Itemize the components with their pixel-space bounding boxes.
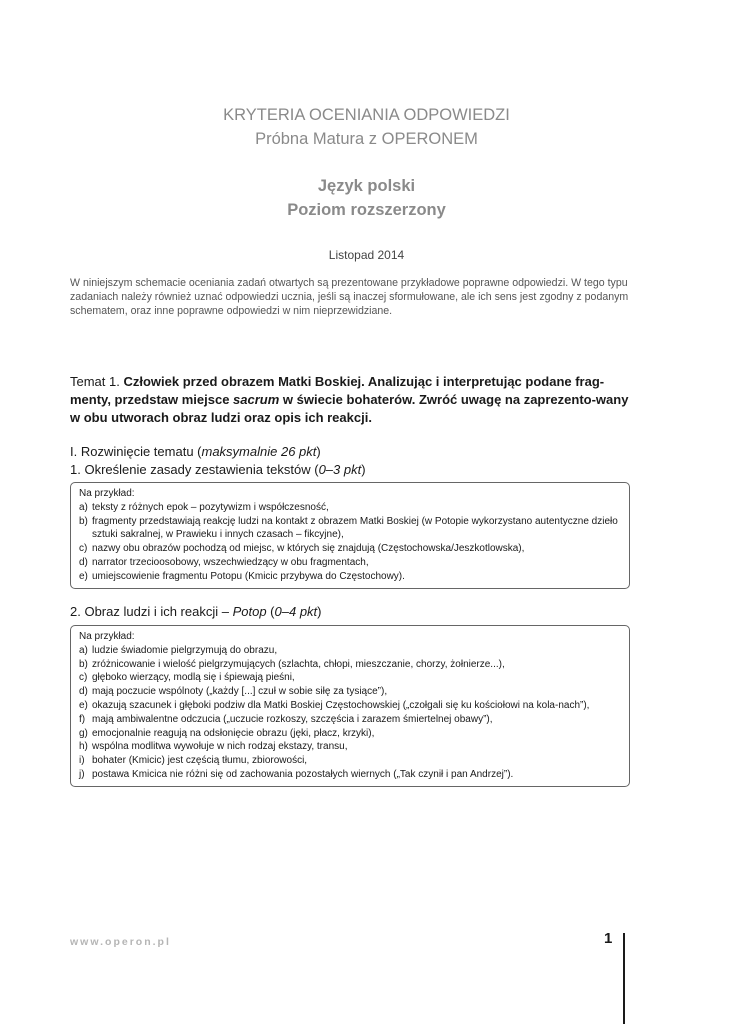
list-item-text: ludzie świadomie pielgrzymują do obrazu, — [92, 644, 278, 656]
list-item-letter: e) — [79, 699, 88, 711]
list-item-text: nazwy obu obrazów pochodzą od miejsc, w których się znajdują (Częstochowska/Jeszkotlowska), — [92, 543, 525, 555]
list-item-text: wspólna modlitwa wywołuje w nich rodzaj ekstazy, transu, — [92, 741, 348, 753]
list-item — [79, 501, 629, 515]
subject-title: Język polski — [317, 177, 416, 195]
list-item — [79, 754, 629, 768]
list-item-letter: f) — [79, 713, 86, 725]
intro-paragraph: W niniejszym schemacie oceniania zadań otwartych są prezentowane przykładowe poprawne odpowiedzi. W tego typu zadaniach należy również uznać odpowiedzi ucznia, jeśli są inaczej sformułowane, ale ich sens jest zgodny z podanym schematem, oraz inne poprawne odpowiedzi w nim nieprzewidziane. — [70, 277, 629, 318]
subject-header — [0, 174, 733, 222]
list-item-letter: d) — [79, 556, 88, 568]
list-item — [79, 740, 629, 754]
list-item — [79, 542, 629, 556]
list-item — [79, 556, 629, 570]
list-item-letter: c) — [79, 543, 88, 555]
topic-prefix: Temat 1. — [70, 374, 120, 389]
box-2-intro: Na przykład: — [79, 631, 135, 642]
list-item-text: postawa Kmicica nie różni się od zachowania pozostałych wiernych („Tak czynił i pan Andrzej”). — [92, 768, 514, 780]
list-item — [79, 768, 629, 782]
list-item-letter: d) — [79, 686, 88, 698]
box-2-list — [79, 644, 629, 782]
list-item-text: głęboko wierzący, modlą się i śpiewają pieśni, — [92, 672, 295, 684]
list-item-text: narrator trzecioosobowy, wszechwiedzący w obu fragmentach, — [92, 556, 369, 568]
topic-part-1: Człowiek przed obrazem Matki Boskiej. Analizując i interpretując podane frag-menty, przedstaw miejsce — [70, 374, 605, 407]
topic-statement — [70, 373, 630, 427]
list-item-letter: i) — [79, 755, 85, 767]
list-item-letter: a) — [79, 501, 88, 513]
box-1-intro: Na przykład: — [79, 488, 135, 499]
list-item-text: emocjonalnie reagują na odsłonięcie obrazu (jęki, płacz, krzyki), — [92, 727, 375, 739]
list-item — [79, 699, 629, 713]
list-item — [79, 644, 629, 658]
list-item-letter: a) — [79, 644, 88, 656]
document-date: Listopad 2014 — [328, 248, 405, 262]
section-2-heading: 2. Obraz ludzi i ich reakcji – Potop (0–4 pkt) — [70, 604, 322, 619]
page-edge-line — [623, 933, 625, 1024]
footer-url: www.operon.pl — [70, 936, 171, 948]
answer-box-2 — [70, 625, 630, 787]
list-item — [79, 713, 629, 727]
list-item-letter: g) — [79, 727, 88, 739]
topic-italic: sacrum — [233, 392, 280, 407]
list-item-letter: e) — [79, 570, 88, 582]
list-item-letter: b) — [79, 658, 88, 670]
list-item-text: mają ambiwalentne odczucia („uczucie rozkoszy, szczęścia i zarazem śmiertelnej obawy”), — [92, 713, 493, 725]
answer-box-1 — [70, 482, 630, 589]
list-item-text: umiejscowienie fragmentu Potopu (Kmicic przybywa do Częstochowy). — [92, 570, 405, 582]
list-item-letter: j) — [79, 768, 85, 780]
list-item-text: bohater (Kmicic) jest częścią tłumu, zbiorowości, — [92, 755, 308, 767]
section-1-heading: I. Rozwinięcie tematu (maksymalnie 26 pkt) — [70, 444, 321, 459]
document-header — [0, 103, 733, 151]
page-number: 1 — [604, 930, 613, 947]
title-line-1: KRYTERIA OCENIANIA ODPOWIEDZI — [223, 106, 510, 124]
list-item-text: teksty z różnych epok – pozytywizm i współczesność, — [92, 501, 329, 513]
box-1-list — [79, 501, 629, 584]
level-title: Poziom rozszerzony — [287, 201, 446, 219]
list-item — [79, 685, 629, 699]
subsection-1-heading: 1. Określenie zasady zestawienia tekstów (0–3 pkt) — [70, 462, 366, 477]
list-item — [79, 658, 629, 672]
list-item-letter: b) — [79, 515, 88, 527]
title-line-2: Próbna Matura z OPERONEM — [255, 130, 478, 148]
list-item-text: okazują szacunek i głęboki podziw dla Matki Boskiej Częstochowskiej („czołgali się ku kościołowi na kola-nach”), — [92, 699, 590, 711]
list-item-letter: c) — [79, 672, 88, 684]
list-item-text: fragmenty przedstawiają reakcję ludzi na kontakt z obrazem Matki Boskiej (w Potopie wykorzystano autentyczne dzieło sztuki sakralnej, w Prawieku i innych czasach – fikcyjne), — [92, 515, 618, 541]
topic-part-2: w świecie bohaterów. Zwróć uwagę na zaprezento-wany w obu utworach obraz ludzi oraz opis ich reakcji. — [70, 392, 629, 425]
list-item — [79, 671, 629, 685]
list-item — [79, 570, 629, 584]
list-item-text: mają poczucie wspólnoty („każdy [...] czuł w sobie siłę za tysiące”), — [92, 686, 388, 698]
list-item — [79, 727, 629, 741]
list-item — [79, 515, 629, 543]
list-item-letter: h) — [79, 741, 88, 753]
list-item-text: zróżnicowanie i wielość pielgrzymujących (szlachta, chłopi, mieszczanie, chorzy, żołnierze...), — [92, 658, 505, 670]
